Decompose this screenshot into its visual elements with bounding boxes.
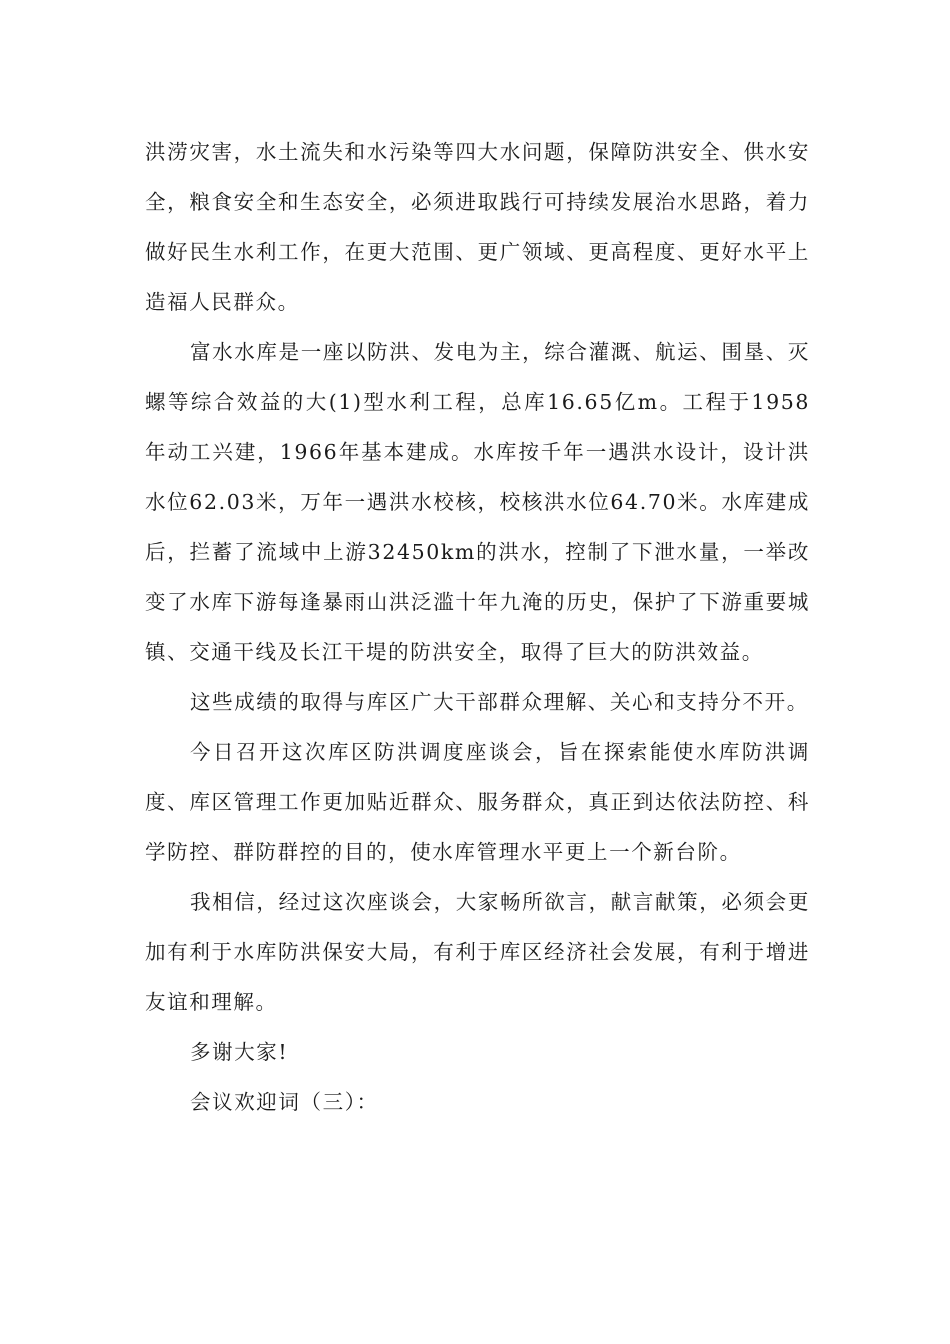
paragraph-meeting-purpose: 今日召开这次库区防洪调度座谈会，旨在探索能使水库防洪调度、库区管理工作更加贴近群众、服务群众，真正到达依法防控、科学防控、群防群控的目的，使水库管理水平更上一个新台阶。 — [145, 740, 810, 864]
document-body — [145, 127, 810, 1127]
paragraph-thanks: 多谢大家! — [190, 1040, 289, 1064]
paragraph-reservoir-overview: 富水水库是一座以防洪、发电为主，综合灌溉、航运、围垦、灭螺等综合效益的大(1)型水利工程，总库16.65亿m。工程于1958年动工兴建，1966年基本建成。水库按千年一遇洪水设计，设计洪水位62.03米，万年一遇洪水校核，校核洪水位64.70米。水库建成后，拦蓄了流域中上游32450km的洪水，控制了下泄水量，一举改变了水库下游每逢暴雨山洪泛滥十年九淹的历史，保护了下游重要城镇、交通干线及长江干堤的防洪安全，取得了巨大的防洪效益。 — [145, 340, 810, 664]
section-heading: 会议欢迎词（三）： — [190, 1090, 379, 1114]
paragraph-achievements: 这些成绩的取得与库区广大干部群众理解、关心和支持分不开。 — [190, 690, 809, 714]
paragraph-expectation: 我相信，经过这次座谈会，大家畅所欲言，献言献策，必须会更加有利于水库防洪保安大局，有利于库区经济社会发展，有利于增进友谊和理解。 — [145, 890, 810, 1014]
paragraph-continuation: 洪涝灾害，水土流失和水污染等四大水问题，保障防洪安全、供水安全，粮食安全和生态安全，必须进取践行可持续发展治水思路，着力做好民生水利工作，在更大范围、更广领域、更高程度、更好水平上造福人民群众。 — [145, 140, 810, 314]
